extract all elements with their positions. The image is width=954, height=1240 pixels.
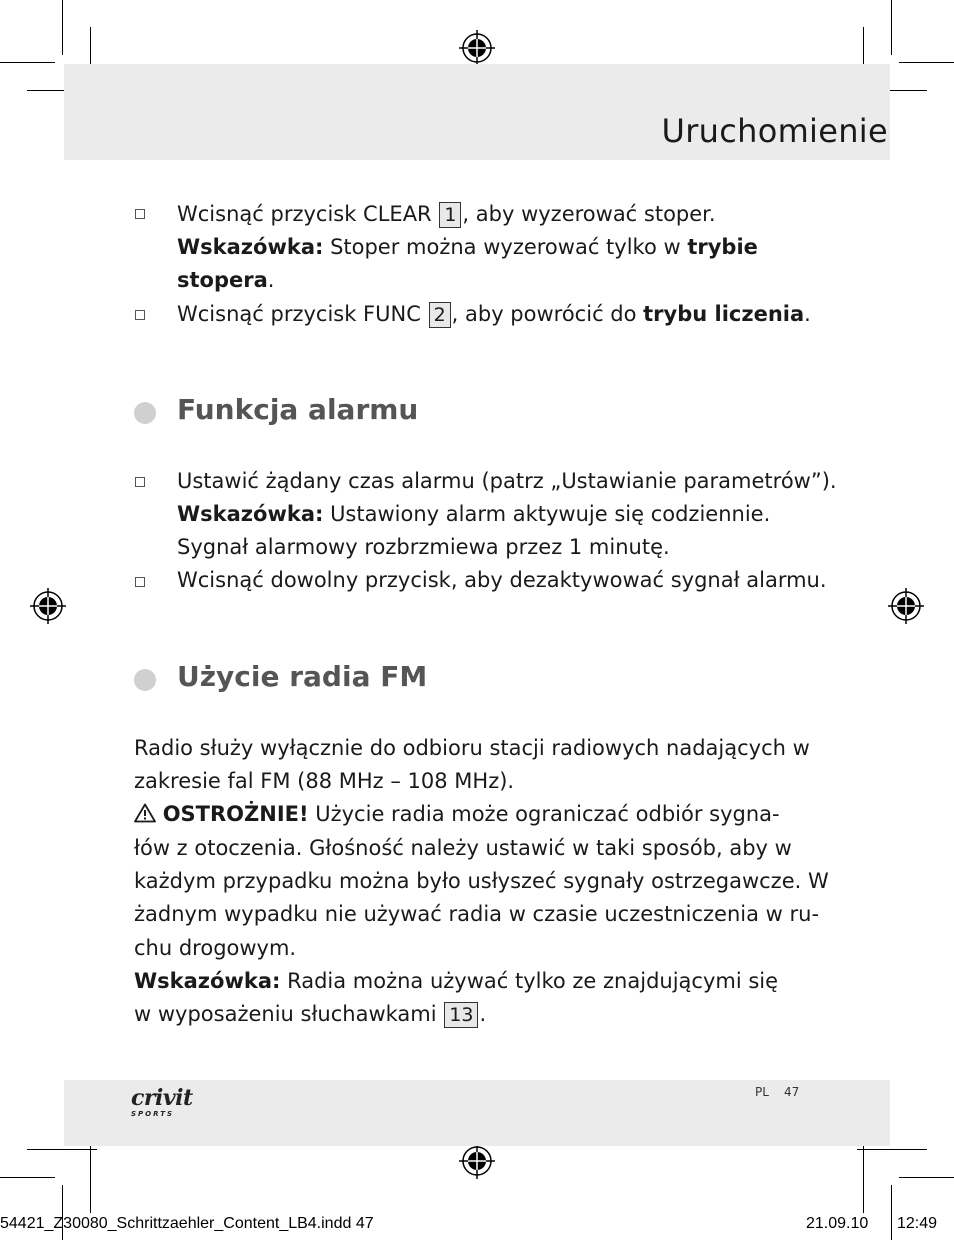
- crop-mark: [899, 1177, 954, 1178]
- checkbox-bullet-icon: [135, 310, 145, 320]
- crop-mark: [0, 1177, 55, 1178]
- brand-logo: crivit: [131, 1085, 193, 1111]
- registration-mark-icon: [459, 30, 495, 66]
- crop-mark: [857, 1149, 927, 1150]
- step-disable-alarm: Wcisnąć dowolny przycisk, aby dezaktywować sygnał alarmu.: [177, 568, 827, 592]
- brand-logo-sub: SPORTS: [131, 1110, 175, 1118]
- key-number-badge: 1: [439, 202, 461, 228]
- note-alarm: Wskazówka: Ustawiony alarm aktywuje się codziennie.: [177, 502, 771, 526]
- radio-paragraph-line: zakresie fal FM (88 MHz – 108 MHz).: [134, 769, 515, 793]
- print-slug-time: 12:49: [897, 1215, 938, 1232]
- radio-warning-line: żadnym wypadku nie używać radia w czasie uczestniczenia w ru-: [134, 902, 820, 926]
- key-number-badge: 2: [429, 302, 451, 328]
- radio-warning-line: każdym przypadku można było usłyszeć sygnały ostrzegawcze. W: [134, 869, 829, 893]
- radio-paragraph-line: Radio służy wyłącznie do odbioru stacji radiowych nadających w: [134, 736, 810, 760]
- warning-triangle-icon: [134, 803, 156, 823]
- note-alarm-cont: Sygnał alarmowy rozbrzmiewa przez 1 minutę.: [177, 535, 670, 559]
- radio-warning-line: łów z otoczenia. Głośność należy ustawić w taki sposób, aby w: [134, 836, 792, 860]
- crop-mark: [90, 1143, 91, 1213]
- section-bullet-icon: [134, 669, 156, 691]
- crop-mark: [0, 62, 55, 63]
- crop-mark: [891, 1185, 892, 1240]
- crop-mark: [27, 1149, 97, 1150]
- crop-mark: [891, 0, 892, 55]
- step-func: Wcisnąć przycisk FUNC 2 , aby powrócić do trybu liczenia.: [177, 302, 811, 326]
- section-bullet-icon: [134, 402, 156, 424]
- checkbox-bullet-icon: [135, 477, 145, 487]
- page-number: 47: [784, 1085, 800, 1099]
- key-number-badge: 13: [444, 1002, 478, 1028]
- crop-mark: [62, 0, 63, 55]
- crop-mark: [863, 1143, 864, 1213]
- section-title-alarm: Funkcja alarmu: [177, 393, 419, 426]
- radio-note-line: w wyposażeniu słuchawkami 13 .: [134, 1002, 487, 1026]
- section-title-radio: Użycie radia FM: [177, 660, 428, 693]
- page-title: Uruchomienie: [661, 112, 888, 150]
- checkbox-bullet-icon: [135, 577, 145, 587]
- note-stopwatch-cont: stopera.: [177, 268, 275, 292]
- registration-mark-icon: [888, 588, 924, 624]
- radio-warning-line: OSTROŻNIE! Użycie radia może ograniczać odbiór sygna-: [134, 798, 780, 832]
- language-code: PL: [755, 1085, 769, 1099]
- radio-note-line: Wskazówka: Radia można używać tylko ze znajdującymi się: [134, 969, 779, 993]
- registration-mark-icon: [30, 588, 66, 624]
- print-slug-file: 54421_Z30080_Schrittzaehler_Content_LB4.indd 47: [0, 1215, 374, 1232]
- crop-mark: [899, 62, 954, 63]
- step-clear: Wcisnąć przycisk CLEAR 1 , aby wyzerować stoper.: [177, 202, 716, 226]
- step-set-alarm: Ustawić żądany czas alarmu (patrz „Ustawianie parametrów”).: [177, 469, 837, 493]
- note-stopwatch: Wskazówka: Stoper można wyzerować tylko w trybie: [177, 235, 758, 259]
- radio-warning-line: chu drogowym.: [134, 936, 297, 960]
- checkbox-bullet-icon: [135, 209, 145, 219]
- print-slug-date: 21.09.10: [806, 1215, 869, 1232]
- registration-mark-icon: [459, 1143, 495, 1179]
